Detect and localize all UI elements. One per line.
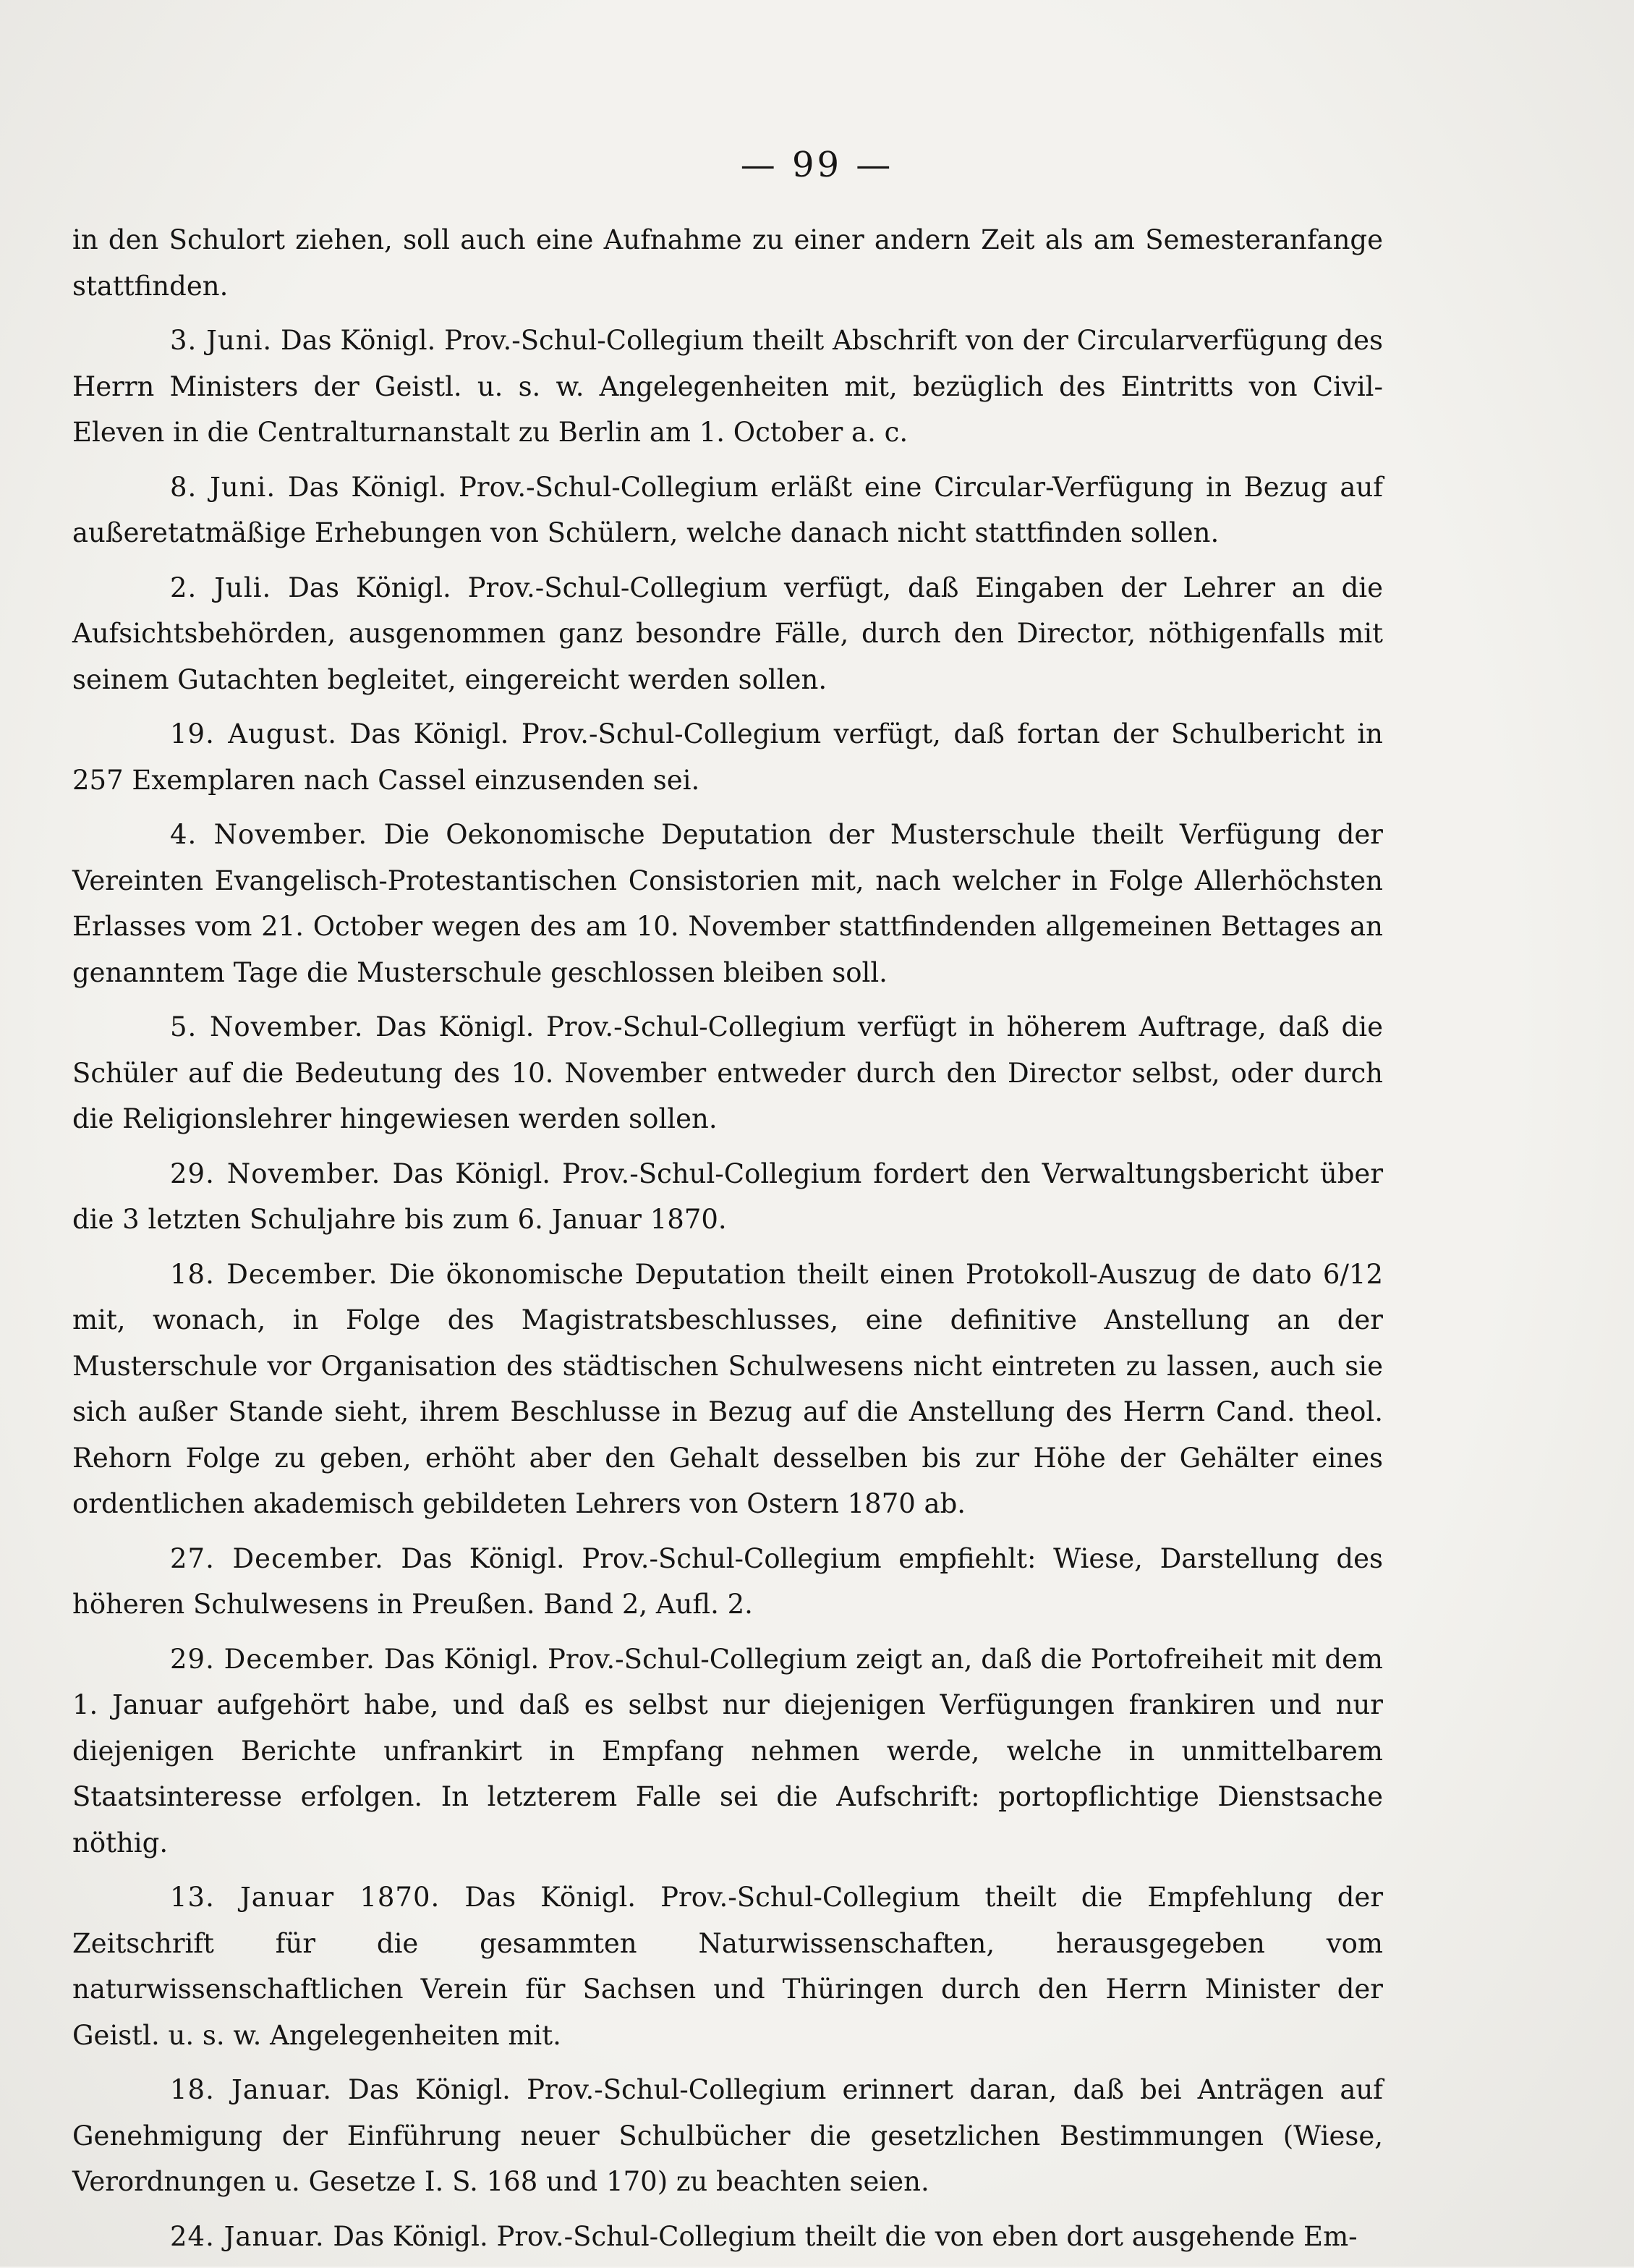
entry-date: 29. November. — [170, 1158, 381, 1189]
entry-date: 3. Juni. — [170, 325, 273, 356]
page-number: — 99 — — [740, 145, 894, 185]
paragraph-text: Das Königl. Prov.-Schul-Collegium erläßt eine Circular-Verfügung in Bezug auf außeretatmäßige Erhebungen von Schülern, welche danach nicht stattfinden sollen. — [72, 471, 1383, 548]
entry-date: 18. December. — [170, 1258, 378, 1290]
paragraph-text: Das Königl. Prov.-Schul-Collegium theilt Abschrift von der Circularverfügung des Herrn Ministers der Geistl. u. s. w. Angelegenheiten mit, bezüglich des Eintritts von Civil-Eleven in die Centralturnanstalt zu Berlin am 1. October a. c. — [72, 325, 1383, 448]
paragraph-text: Die ökonomische Deputation theilt einen Protokoll-Auszug de dato 6/12 mit, wonach, in Folge des Magistratsbeschlusses, eine definitive Anstellung an der Musterschule vor Organisation des städtischen Schulwesens nicht eintreten zu lassen, auch sie sich außer Stande sieht, ihrem Beschlusse in Bezug auf die Anstellung des Herrn Cand. theol. Rehorn Folge zu geben, erhöht aber den Gehalt desselben bis zur Höhe der Gehälter eines ordentlichen akademisch gebildeten Lehrers von Ostern 1870 ab. — [72, 1258, 1383, 1519]
entry-date: 2. Juli. — [170, 572, 272, 603]
entry-date: 18. Januar. — [170, 2074, 332, 2105]
paragraph-8 — [72, 1252, 1383, 1527]
paragraph-10 — [72, 1636, 1383, 1866]
paragraph-11 — [72, 1874, 1383, 2058]
paragraph-text: Die Oekonomische Deputation der Musterschule theilt Verfügung der Vereinten Evangelisch-Protestantischen Consistorien mit, nach welcher in Folge Allerhöchsten Erlasses vom 21. October wegen des am 10. November stattfindenden allgemeinen Bettages an genanntem Tage die Musterschule geschlossen bleiben soll. — [72, 819, 1383, 988]
paragraph-13 — [72, 2214, 1383, 2260]
paragraph-12 — [72, 2067, 1383, 2205]
entry-date: 24. Januar. — [170, 2220, 325, 2252]
paragraph-5 — [72, 812, 1383, 995]
paragraph-7 — [72, 1151, 1383, 1243]
paragraph-2 — [72, 464, 1383, 556]
paragraph-text: Das Königl. Prov.-Schul-Collegium theilt die von eben dort ausgehende Em- — [333, 2220, 1358, 2252]
entry-date: 29. December. — [170, 1643, 375, 1675]
paragraph-text: Das Königl. Prov.-Schul-Collegium verfügt in höherem Auftrage, daß die Schüler auf die Bedeutung des 10. November entweder durch den Director selbst, oder durch die Religionslehrer hingewiesen werden sollen. — [72, 1011, 1383, 1134]
paragraph-1 — [72, 318, 1383, 456]
paragraph-text: Das Königl. Prov.-Schul-Collegium verfügt, daß fortan der Schulbericht in 257 Exemplaren nach Cassel einzusenden sei. — [72, 718, 1383, 796]
entry-date: 8. Juni. — [170, 471, 276, 503]
paragraph-text: Das Königl. Prov.-Schul-Collegium zeigt an, daß die Portofreiheit mit dem 1. Januar aufgehört habe, und daß es selbst nur diejenigen Verfügungen frankiren und nur diejenigen Berichte unfrankirt in Empfang nehmen werde, welche in unmittelbarem Staatsinteresse erfolgen. In letzterem Falle sei die Aufschrift: portopflichtige Dienstsache nöthig. — [72, 1643, 1383, 1859]
paragraph-3 — [72, 565, 1383, 703]
paragraph-text: Das Königl. Prov.-Schul-Collegium theilt die Empfehlung der Zeitschrift für die gesammten Naturwissenschaften, herausgegeben vom naturwissenschaftlichen Verein für Sachsen und Thüringen durch den Herrn Minister der Geistl. u. s. w. Angelegenheiten mit. — [72, 1882, 1384, 2051]
entry-date: 4. November. — [170, 819, 368, 850]
paragraph-0 — [72, 217, 1383, 309]
entry-date: 13. Januar 1870. — [170, 1882, 441, 1913]
entry-date: 5. November. — [170, 1011, 364, 1042]
paragraph-text: Das Königl. Prov.-Schul-Collegium verfügt, daß Eingaben der Lehrer an die Aufsichtsbehörden, ausgenommen ganz besondre Fälle, durch den Director, nöthigenfalls mit seinem Gutachten begleitet, eingereicht werden sollen. — [72, 572, 1384, 695]
paragraph-text: Das Königl. Prov.-Schul-Collegium erinnert daran, daß bei Anträgen auf Genehmigung der Einführung neuer Schulbücher die gesetzlichen Bestimmungen (Wiese, Verordnungen u. Gesetze I. S. 168 und 170) zu beachten seien. — [72, 2074, 1383, 2197]
paragraph-4 — [72, 711, 1383, 803]
paragraph-text: in den Schulort ziehen, soll auch eine Aufnahme zu einer andern Zeit als am Semesteranfange stattfinden. — [72, 224, 1383, 302]
paragraph-9 — [72, 1536, 1383, 1628]
body-text — [72, 217, 1383, 2268]
entry-date: 19. August. — [170, 718, 337, 749]
entry-date: 27. December. — [170, 1542, 384, 1574]
paragraph-6 — [72, 1004, 1383, 1142]
paragraph-text: Das Königl. Prov.-Schul-Collegium empfiehlt: Wiese, Darstellung des höheren Schulwesens in Preußen. Band 2, Aufl. 2. — [72, 1542, 1384, 1620]
paragraph-text: Das Königl. Prov.-Schul-Collegium fordert den Verwaltungsbericht über die 3 letzten Schuljahre bis zum 6. Januar 1870. — [72, 1158, 1384, 1235]
